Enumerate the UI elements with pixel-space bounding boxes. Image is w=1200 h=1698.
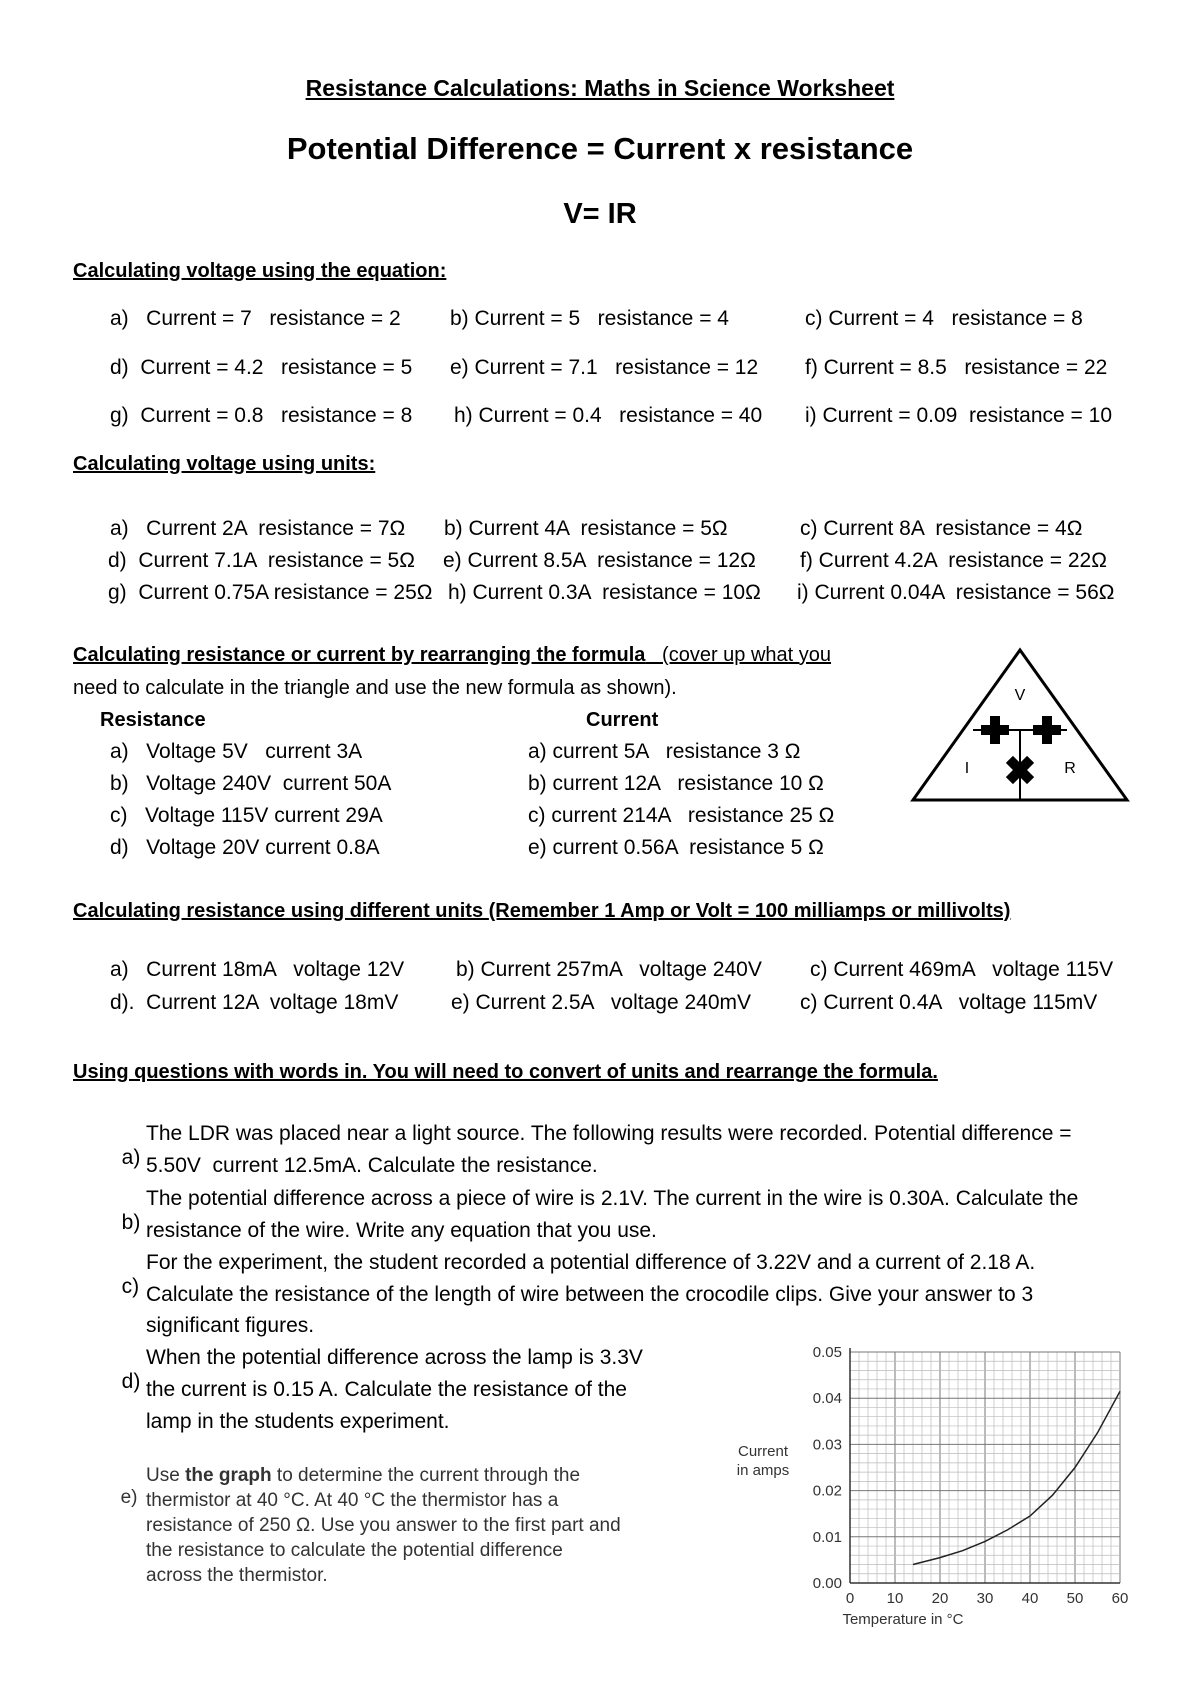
- section3-heading: [73, 644, 831, 667]
- x-tick-label: 30: [976, 1590, 994, 1607]
- word-question-e-line2: thermistor at 40 °C. At 40 °C the thermistor has a: [146, 1490, 559, 1511]
- word-question-c-line1: For the experiment, the student recorded a potential difference of 3.22V and a current of 2.18 A.: [146, 1251, 1036, 1274]
- s4-item-c: c) Current 469mA voltage 115V: [810, 958, 1114, 981]
- s1-item-c: c) Current = 4 resistance = 8: [805, 307, 1083, 330]
- word-question-d-line2: the current is 0.15 A. Calculate the resistance of the: [146, 1378, 627, 1401]
- word-question-e-line4: the resistance to calculate the potential difference: [146, 1540, 563, 1561]
- s1-item-d: d) Current = 4.2 resistance = 5: [110, 356, 413, 379]
- s1-item-e: e) Current = 7.1 resistance = 12: [450, 356, 759, 379]
- formula-heading: Potential Difference = Current x resistance: [286, 131, 914, 166]
- section4-heading-note: (Remember 1 Amp or Volt = 100 milliamps or millivolts): [488, 900, 1011, 922]
- word-question-d-line1: When the potential difference across the lamp is 3.3V: [146, 1346, 643, 1369]
- word-question-b-line1: The potential difference across a piece of wire is 2.1V. The current in the wire is 0.30A. Calculate the: [146, 1187, 1079, 1210]
- s1-item-b: b) Current = 5 resistance = 4: [450, 307, 729, 330]
- word-question-e-line1: [146, 1465, 580, 1487]
- section3-note-line1: (cover up what you: [645, 644, 832, 666]
- section2-heading: Calculating voltage using units:: [73, 453, 376, 475]
- worksheet-title: Resistance Calculations: Maths in Science Worksheet: [305, 75, 895, 101]
- triangle-i-label: I: [964, 760, 970, 777]
- s2-item-c: c) Current 8A resistance = 4Ω: [800, 517, 1083, 540]
- x-tick-label: 60: [1111, 1590, 1129, 1607]
- y-tick-label: 0.04: [812, 1390, 842, 1408]
- chart-xlabel: Temperature in °C: [842, 1611, 964, 1628]
- resistance-label: Resistance: [100, 709, 206, 731]
- s4-item-e: e) Current 2.5A voltage 240mV: [451, 991, 751, 1014]
- word-question-e: [110, 1465, 621, 1619]
- s3-cur-c: c) current 214A resistance 25 Ω: [528, 804, 835, 827]
- s4-item-c2: c) Current 0.4A voltage 115mV: [800, 991, 1098, 1014]
- section1-heading: Calculating voltage using the equation:: [73, 260, 447, 282]
- y-tick-label: 0.00: [812, 1575, 842, 1592]
- x-tick-label: 20: [931, 1590, 949, 1607]
- word-question-e-letter: e): [120, 1487, 138, 1508]
- s4-item-b: b) Current 257mA voltage 240V: [456, 958, 762, 981]
- word-question-d-line3: lamp in the students experiment.: [146, 1410, 450, 1433]
- section5-heading: Using questions with words in. You will need to convert of units and rearrange the formula.: [73, 1061, 938, 1083]
- chart-ylabel-line1: Current: [737, 1443, 789, 1460]
- s2-item-g: g) Current 0.75A resistance = 25Ω: [108, 581, 433, 604]
- s2-item-a: a) Current 2A resistance = 7Ω: [110, 517, 406, 540]
- s1-item-h: h) Current = 0.4 resistance = 40: [454, 404, 763, 427]
- s2-item-d: d) Current 7.1A resistance = 5Ω: [108, 549, 415, 572]
- series-line: [913, 1391, 1120, 1564]
- section3-note-line2: need to calculate in the triangle and use the new formula as shown).: [73, 677, 677, 699]
- chart-y-ticks: [813, 1344, 842, 1592]
- s1-item-a: a) Current = 7 resistance = 2: [110, 307, 401, 330]
- x-tick-label: 40: [1021, 1590, 1039, 1607]
- multiply-cross-icon-left: [981, 716, 1009, 744]
- word-question-e-bold: the graph: [185, 1465, 272, 1486]
- s3-res-a: a) Voltage 5V current 3A: [110, 740, 363, 763]
- s4-item-a: a) Current 18mA voltage 12V: [110, 958, 405, 981]
- s3-cur-e: e) current 0.56A resistance 5 Ω: [528, 836, 824, 859]
- s3-res-d: d) Voltage 20V current 0.8A: [110, 836, 380, 859]
- s2-item-f: f) Current 4.2A resistance = 22Ω: [800, 549, 1107, 572]
- chart-x-ticks: [846, 1590, 1129, 1607]
- thermistor-current-chart: [720, 1328, 1140, 1632]
- current-label: Current: [586, 709, 659, 731]
- x-tick-label: 10: [886, 1590, 904, 1607]
- x-tick-label: 0: [845, 1590, 855, 1607]
- s3-cur-b: b) current 12A resistance 10 Ω: [528, 772, 824, 795]
- equation-heading: V= IR: [563, 198, 637, 230]
- word-question-c-line2: Calculate the resistance of the length of wire between the crocodile clips. Give your answer to 3: [146, 1283, 1034, 1306]
- triangle-r-label: R: [1064, 760, 1076, 777]
- s1-item-i: i) Current = 0.09 resistance = 10: [805, 404, 1112, 427]
- s1-item-g: g) Current = 0.8 resistance = 8: [110, 404, 413, 427]
- s2-item-b: b) Current 4A resistance = 5Ω: [444, 517, 728, 540]
- s1-item-f: f) Current = 8.5 resistance = 22: [805, 356, 1108, 379]
- s2-item-e: e) Current 8.5A resistance = 12Ω: [443, 549, 756, 572]
- chart-ylabel-line2: in amps: [736, 1462, 790, 1479]
- s2-item-i: i) Current 0.04A resistance = 56Ω: [797, 581, 1115, 604]
- word-question-c-line3: significant figures.: [146, 1314, 315, 1337]
- word-question-e-line5: across the thermistor.: [146, 1565, 328, 1586]
- word-question-a-letter: a): [121, 1146, 141, 1169]
- word-question-b-letter: b): [121, 1211, 141, 1234]
- word-question-e-line3: resistance of 250 Ω. Use you answer to the first part and: [146, 1515, 621, 1536]
- section4-heading: [73, 900, 1010, 923]
- chart-grid: [850, 1352, 1120, 1583]
- triangle-v-label: V: [1014, 687, 1026, 704]
- word-question-a-line2: 5.50V current 12.5mA. Calculate the resistance.: [146, 1154, 598, 1177]
- word-question-b-line2: resistance of the wire. Write any equation that you use.: [146, 1219, 657, 1242]
- word-question-d-letter: d): [121, 1370, 141, 1393]
- s2-item-h: h) Current 0.3A resistance = 10Ω: [448, 581, 761, 604]
- s3-cur-a: a) current 5A resistance 3 Ω: [528, 740, 801, 763]
- s4-item-d: d). Current 12A voltage 18mV: [110, 991, 399, 1014]
- word-question-c-letter: c): [121, 1275, 140, 1298]
- word-question-a-line1: The LDR was placed near a light source. The following results were recorded. Potential difference =: [146, 1122, 1072, 1145]
- x-tick-label: 50: [1066, 1590, 1084, 1607]
- y-tick-label: 0.01: [812, 1528, 842, 1546]
- word-question-e-prefix: Use: [146, 1465, 186, 1486]
- chart-series: [913, 1391, 1120, 1564]
- vir-triangle-diagram: [905, 640, 1135, 810]
- multiply-cross-icon-right: [1033, 716, 1061, 744]
- y-tick-label: 0.03: [812, 1436, 842, 1454]
- s3-res-c: c) Voltage 115V current 29A: [110, 804, 383, 827]
- s3-res-b: b) Voltage 240V current 50A: [110, 772, 392, 795]
- section4-heading-text: Calculating resistance using different units: [73, 900, 489, 922]
- word-question-d: [110, 1346, 643, 1466]
- section3-heading-text: Calculating resistance or current by rearranging the formula: [73, 644, 646, 666]
- word-question-e-suffix: to determine the current through the: [271, 1465, 581, 1486]
- y-tick-label: 0.02: [812, 1482, 842, 1500]
- y-tick-label: 0.05: [812, 1344, 842, 1361]
